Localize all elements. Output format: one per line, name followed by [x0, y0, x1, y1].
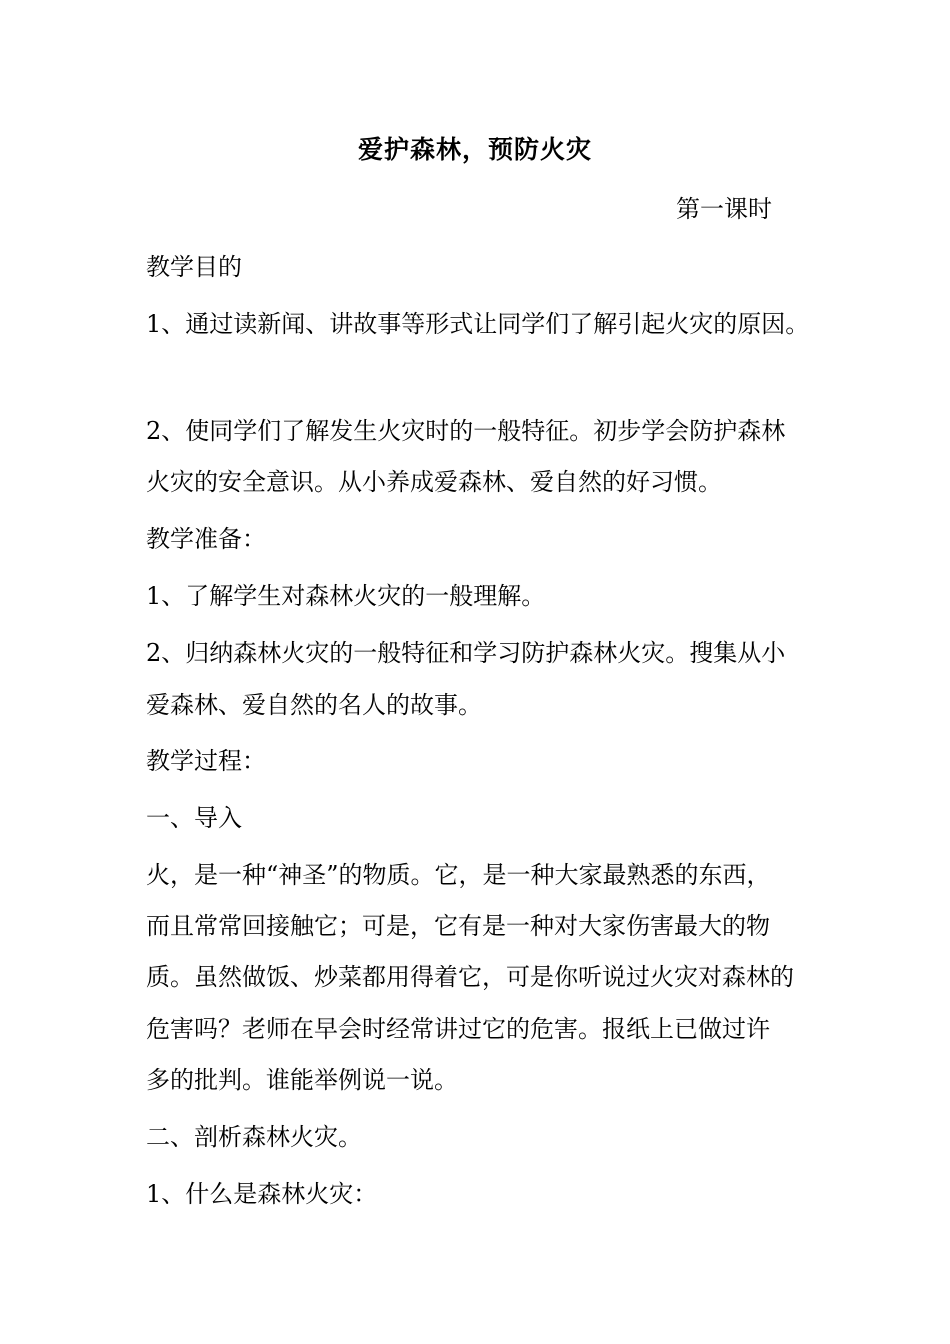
- section-heading-process: 教学过程：: [146, 747, 266, 775]
- paragraph-line: 危害吗？老师在早会时经常讲过它的危害。报纸上已做过许: [146, 1015, 770, 1043]
- paragraph-line: 多的批判。谁能举例说一说。: [146, 1066, 458, 1094]
- objective-item: 2、使同学们了解发生火灾时的一般特征。初步学会防护森林: [146, 417, 786, 445]
- process-step-heading: 二、剖析森林火灾。: [146, 1123, 362, 1151]
- paragraph-line: 而且常常回接触它；可是，它有是一种对大家伤害最大的物: [146, 912, 770, 940]
- paragraph-line: 火，是一种“神圣”的物质。它，是一种大家最熟悉的东西，: [146, 861, 771, 889]
- process-step-heading: 一、导入: [146, 804, 242, 832]
- document-title: 爱护森林，预防火灾: [357, 135, 592, 164]
- preparation-item: 2、归纳森林火灾的一般特征和学习防护森林火灾。搜集从小: [146, 639, 786, 667]
- section-heading-preparation: 教学准备：: [146, 525, 266, 553]
- objective-item: 1、通过读新闻、讲故事等形式让同学们了解引起火灾的原因。: [146, 310, 810, 338]
- paragraph-line: 质。虽然做饭、炒菜都用得着它，可是你听说过火灾对森林的: [146, 963, 794, 991]
- preparation-item-continued: 爱森林、爱自然的名人的故事。: [146, 691, 482, 719]
- preparation-item: 1、了解学生对森林火灾的一般理解。: [146, 582, 546, 610]
- lesson-period: 第一课时: [676, 195, 772, 223]
- section-heading-objectives: 教学目的: [146, 253, 242, 281]
- objective-item-continued: 火灾的安全意识。从小养成爱森林、爱自然的好习惯。: [146, 468, 722, 496]
- sub-step-heading: 1、什么是森林火灾：: [146, 1180, 378, 1208]
